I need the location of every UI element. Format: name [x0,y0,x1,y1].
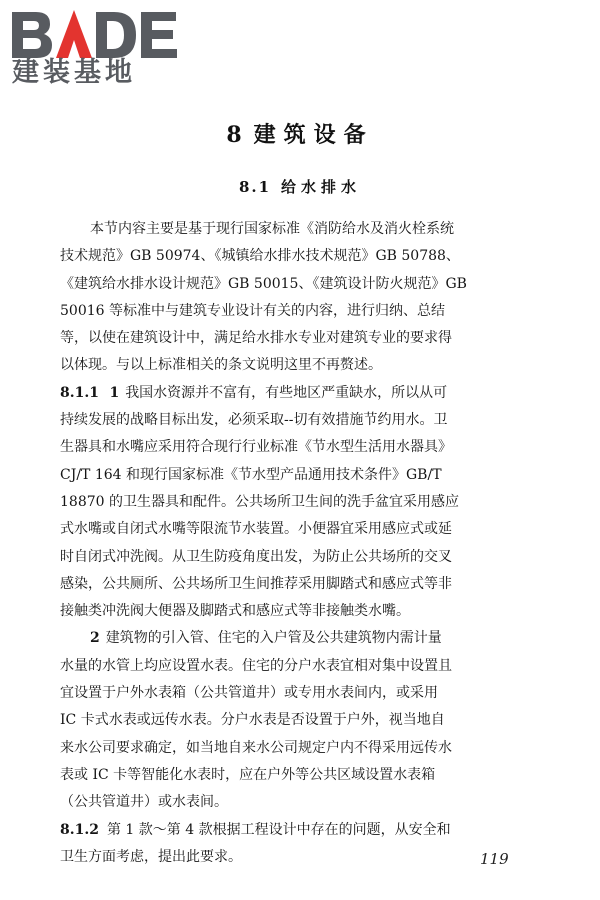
paragraph-line: IC 卡式水表或远传水表。分户水表是否设置于户外，视当地自 [60,712,445,729]
paragraph-line: 建筑物的引入管、住宅的入户管及公共建筑物内需计量 [105,630,442,647]
paragraph-line: CJ/T 164 和现行国家标准《节水型产品通用技术条件》GB/T [60,466,442,483]
paragraph-line: 式水嘴或自闭式水嘴等限流节水装置。小便器宜采用感应式或延 [60,521,452,538]
paragraph-line: 表或 IC 卡等智能化水表时，应在户外等公共区域设置水表箱 [60,766,436,783]
item-number: 2 [90,630,100,647]
clause-number: 8.1.2 [60,821,99,838]
paragraph-line: 接触类冲洗阀大便器及脚踏式和感应式等非接触类水嘴。 [60,603,410,620]
section-title-text: 给水排水 [281,178,362,196]
paragraph-line: 以体现。与以上标准相关的条文说明这里不再赘述。 [60,357,382,374]
clause-line [60,380,560,407]
paragraph-line: 《建筑给水排水设计规范》GB 50015、《建筑设计防火规范》GB [60,275,467,292]
bade-wordmark [10,6,180,62]
body-text [60,216,560,871]
paragraph-line: 水量的水管上均应设置水表。住宅的分户水表宜相对集中设置且 [60,657,452,674]
clause-number: 8.1.1 [60,384,99,401]
paragraph-line: 宜设置于户外水表箱（公共管道井）或专用水表间内，或采用 [60,685,438,702]
paragraph-line: 我国水资源并不富有，有些地区严重缺水，所以从可 [125,384,448,401]
page-number: 119 [480,850,509,868]
paragraph-line: 持续发展的战略目标出发，必须采取--切有效措施节约用水。卫 [60,412,448,429]
paragraph-line: 等，以使在建筑设计中，满足给水排水专业对建筑专业的要求得 [60,330,452,347]
logo-accent-roof [56,10,92,58]
paragraph-line: 本节内容主要是基于现行国家标准《消防给水及消火栓系统 [90,221,454,237]
chapter-number: 8 [226,122,244,148]
paragraph-line: 感染，公共厕所、公共场所卫生间推荐采用脚踏式和感应式等非 [60,575,452,592]
paragraph-line: 来水公司要求确定，如当地自来水公司规定户内不得采用远传水 [60,739,452,756]
paragraph-line: 第 1 款～第 4 款根据工程设计中存在的问题，从安全和 [106,821,451,838]
item-number: 1 [109,384,120,401]
section-number: 8.1 [238,178,272,196]
clause-line [60,817,560,844]
paragraph-line: 生器具和水嘴应采用符合现行行业标准《节水型生活用水器具》 [60,439,452,456]
section-title [0,176,600,197]
chapter-title [0,118,600,149]
paragraph-line: 卫生方面考虑，提出此要求。 [60,848,242,865]
paragraph-line: 技术规范》GB 50974、《城镇给水排水技术规范》GB 50788、 [60,248,460,265]
clause-line [60,625,560,652]
paragraph-line: 18870 的卫生器具和配件。公共场所卫生间的洗手盆宜采用感应 [60,493,459,510]
paragraph-line: 时自闭式冲洗阀。从卫生防疫角度出发，为防止公共场所的交叉 [60,548,452,565]
paragraph-line: 50016 等标准中与建筑专业设计有关的内容，进行归纳、总结 [60,302,445,319]
chapter-title-text: 建筑设备 [253,122,374,148]
logo-subtitle: 建装基地 [12,57,136,88]
paragraph-line: （公共管道井）或水表间。 [60,794,228,811]
